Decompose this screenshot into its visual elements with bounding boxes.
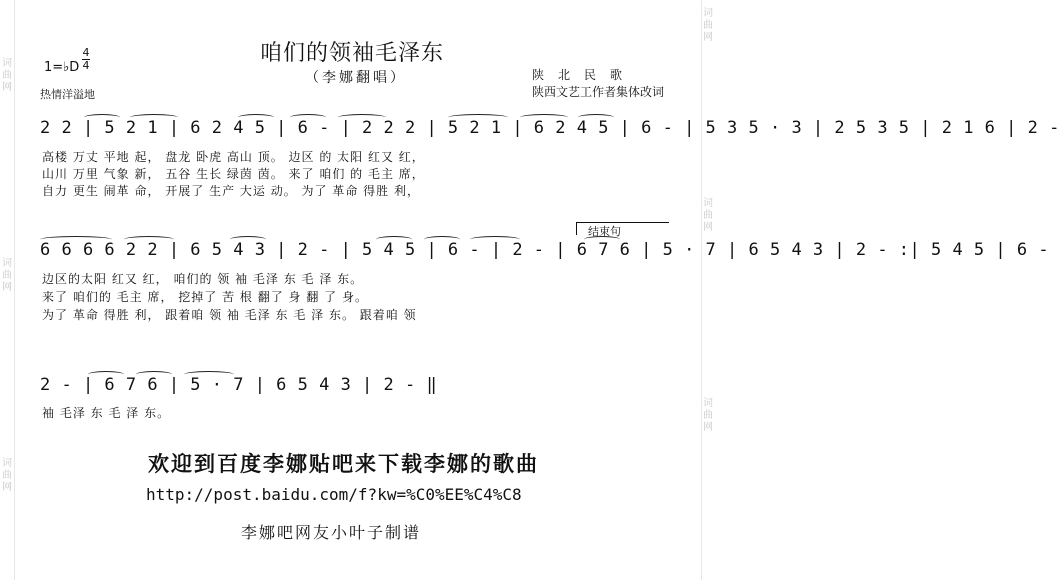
promo-url[interactable]: http://post.baidu.com/f?kw=%C0%EE%C4%C8 [146, 485, 522, 504]
score-subtitle: （李娜翻唱） [305, 70, 407, 86]
lyrics-line-2-verse-3: 为了 革命 得胜 利， 跟着咱 领 袖 毛泽 东 毛 泽 东。 跟着咱 领 [42, 308, 417, 322]
watermark-glyph: 网 [703, 32, 713, 43]
lyrics-line-3-verse-1: 袖 毛泽 东 毛 泽 东。 [42, 406, 171, 420]
watermark-glyph: 曲 [2, 270, 12, 281]
watermark-glyph: 曲 [703, 410, 713, 421]
credit-lyrics: 陕西文艺工作者集体改词 [532, 85, 665, 99]
lyrics-line-2-verse-1: 边区的太阳 红又 红， 咱们的 领 袖 毛泽 东 毛 泽 东。 [42, 272, 364, 286]
watermark-glyph: 词 [2, 258, 12, 269]
watermark-glyph: 词 [2, 58, 12, 69]
watermark-glyph: 网 [2, 482, 12, 493]
watermark-glyph: 网 [2, 82, 12, 93]
lyrics-line-1-verse-3: 自力 更生 闹革 命， 开展了 生产 大运 动。 为了 革命 得胜 利， [42, 184, 420, 198]
watermark-glyph: 曲 [703, 20, 713, 31]
watermark-glyph: 词 [703, 8, 713, 19]
time-signature-bottom: 4 [82, 59, 90, 72]
watermark-glyph: 曲 [2, 470, 12, 481]
score-title: 咱们的领袖毛泽东 [260, 41, 445, 66]
watermark-glyph: 网 [703, 222, 713, 233]
promo-headline: 欢迎到百度李娜贴吧来下载李娜的歌曲 [148, 451, 539, 476]
watermark-right [701, 0, 717, 581]
lyrics-line-2-verse-2: 来了 咱们的 毛主 席， 挖掉了 苦 根 翻了 身 翻 了 身。 [42, 290, 368, 304]
notation-line-1: 2 2 | 5 2 1 | 6 2 4 5 | 6 - | 2 2 2 | 5 2 1 | 6 2 4 5 | 6 - | 5 3 5 · 3 | 2 5 3 5 | 2 1 6 | 2 - [40, 118, 1060, 138]
watermark-glyph: 网 [2, 282, 12, 293]
credit-origin: 陕北民歌 [532, 68, 637, 82]
watermark-glyph: 曲 [2, 70, 12, 81]
watermark-glyph: 网 [703, 422, 713, 433]
watermark-glyph: 词 [703, 198, 713, 209]
watermark-glyph: 词 [2, 458, 12, 469]
watermark-glyph: 曲 [703, 210, 713, 221]
lyrics-line-1-verse-1: 高楼 万丈 平地 起， 盘龙 卧虎 高山 顶。 边区 的 太阳 红又 红， [42, 150, 425, 164]
key-signature: 1=♭D [44, 60, 80, 75]
watermark-glyph: 词 [703, 398, 713, 409]
promo-byline: 李娜吧网友小叶子制谱 [241, 523, 422, 542]
ending-label: 结束句 [588, 225, 621, 238]
time-signature [82, 47, 90, 72]
tempo-marking: 热情洋溢地 [40, 88, 95, 101]
time-signature-top: 4 [82, 46, 90, 59]
notation-line-3: 2 - | 6 7 6 | 5 · 7 | 6 5 4 3 | 2 - ‖ [40, 375, 438, 395]
lyrics-line-1-verse-2: 山川 万里 气象 新， 五谷 生长 绿茵 茵。 来了 咱们 的 毛主 席， [42, 167, 425, 181]
notation-line-2: 6 6 6 6 2 2 | 6 5 4 3 | 2 - | 5 4 5 | 6 - | 2 - | 6 7 6 | 5 · 7 | 6 5 4 3 | 2 - :| 5 4 5 | 6 - [40, 240, 1050, 260]
